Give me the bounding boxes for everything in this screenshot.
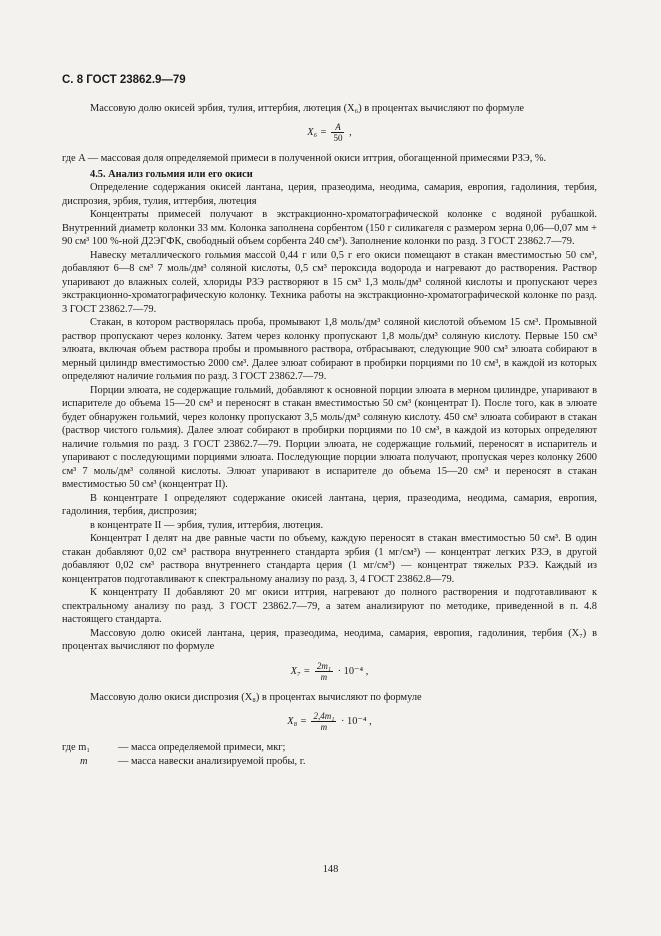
definitions-list <box>62 741 597 768</box>
definition-symbol: где m₁ <box>62 742 90 753</box>
formula-x8-lhs: X₈ = <box>287 715 307 727</box>
definition-row <box>62 755 597 769</box>
paragraph-11: Массовую долю окисей лантана, церия, празеодима, неодима, самария, европия, гадолиния, тербия (X₇) в процентах вычисляют по формуле <box>62 627 597 652</box>
formula-x8 <box>62 711 597 732</box>
definition-row <box>62 741 597 755</box>
where-1: где A — массовая доля определяемой примеси в полученной окиси иттрия, обогащенной примесями РЗЭ, %. <box>62 153 547 164</box>
paragraph-5: Стакан, в котором растворялась проба, промывают 1,8 моль/дм³ соляной кислотой объемом 15 см³. Промывной раствор пропускают через колонку. Затем через колонку пропускают 1,8 моль/дм³ соляную кислоту. Первые 150 см³ элюата, включая объем раствора пробы и промывного раствора, отбрасывают, следующие 900 см³ элюата собирают в мерный цилиндр вместимостью 2000 см³. Далее элюат собирают в пробирки порциями по 10 см³, в каждой из которых определяют наличие гольмия по разд. 3 ГОСТ 23862.7—79. <box>62 317 597 382</box>
page-number: 148 <box>322 864 339 875</box>
paragraph-6: Порции элюата, не содержащие гольмий, добавляют к основной порции элюата в мерном цилиндре, упаривают в испарителе до объема 15—20 см³ и переносят в стакан вместимостью 50 см³ (концентрат I). После того, как в элюате будет обнаружен гольмий, через колонку пропускают 3,5 моль/дм³ соляную кислоту. 450 см³ элюата собирают в стакан (раствор чистого гольмия). Далее элюат собирают в пробирки порциями по 10 см³, в каждой из которых определяют наличие гольмия по разд. 3 ГОСТ 23862.7—79. Порции элюата, не содержащие гольмий, переносят в испаритель и упаривают с последующими порциями элюата. Последующие порции элюата получают, пропуская через колонку 2600 см³ 7 моль/дм³ соляной кислоты. Элюат упаривают в испарителе до объема 15—20 см³ и переносят в стакан вместимостью 50 см³ (концентрат II). <box>62 384 597 490</box>
formula-x6 <box>62 122 597 143</box>
formula-x6-fraction <box>331 122 344 143</box>
formula-x6-tail: , <box>349 126 352 138</box>
formula-x6-lhs: X₆ = <box>307 126 327 138</box>
paragraph-7: В концентрате I определяют содержание окисей лантана, церия, празеодима, неодима, самария, европия, гадолиния, тербия, диспрозия; <box>62 492 597 517</box>
formula-x7-tail: · 10⁻⁴ , <box>337 665 369 677</box>
section-title: 4.5. Анализ гольмия или его окиси <box>90 168 253 180</box>
paragraph-1: Массовую долю окисей эрбия, тулия, иттербия, лютеция (X₆) в процентах вычисляют по формуле <box>90 102 524 114</box>
paragraph-9: Концентрат I делят на две равные части по объему, каждую переносят в стакан вместимостью 50 см³. В один стакан добавляют 0,02 см³ раствора внутреннего стандарта эрбия (1 мг/см³) — концентрат легких РЗЭ, в другой добавляют 0,02 см³ раствора внутреннего стандарта церия (1 мг/см³) — концентрат тяжелых РЗЭ. Каждый из концентратов подготавливают к спектральному анализу по разд. 3, 4 ГОСТ 23862.8—79. <box>62 533 597 585</box>
formula-x8-tail: · 10⁻⁴ , <box>340 715 372 727</box>
formula-x6-denominator: 50 <box>333 133 343 143</box>
formula-x7-denominator: m <box>320 671 328 682</box>
formula-x8-fraction <box>311 711 336 732</box>
formula-x8-denominator: m <box>320 722 328 732</box>
formula-x7 <box>62 661 597 682</box>
paragraph-4: Навеску металлического гольмия массой 0,44 г или 0,5 г его окиси помещают в стакан вместимостью 50 см³, добавляют 6—8 см³ 7 моль/дм³ соляной кислоты, 0,5 см³ пероксида водорода и нагревают до растворения. Раствор упаривают до влажных солей, хлориды РЗЭ растворяют в 15 см³ 1,3 моль/дм³ соляной кислоты и пропускают через экстракционно-хроматографическую колонку. Техника работы на экстракционно-хроматографической колонке по разд. 3 ГОСТ 23862.7—79. <box>62 249 597 315</box>
definition-symbol: m <box>80 755 88 767</box>
formula-x8-numerator: 2,4m₁ <box>313 711 335 721</box>
formula-x7-fraction <box>315 661 333 682</box>
formula-x7-numerator: 2m₁ <box>316 660 331 671</box>
formula-x7-lhs: X₇ = <box>290 665 311 677</box>
paragraph-3: Концентраты примесей получают в экстракционно-хроматографической колонке с водяной рубашкой. Внутренний диаметр колонки 33 мм. Колонка заполнена сорбентом (150 г силикагеля с размером зерна 0,06—0,07 мм + 90 см³ 100 %-ной Д2ЭГФК, свободный объем сорбента 240 см³). Заполнение колонки по разд. 3 ГОСТ 23862.7—79. <box>62 209 597 247</box>
formula-x6-numerator: A <box>331 122 344 133</box>
definition-text: — масса определяемой примеси, мкг; <box>118 742 286 753</box>
paragraph-8: в концентрате II — эрбия, тулия, иттербия, лютеция. <box>90 519 324 531</box>
paragraph-2: Определение содержания окисей лантана, церия, празеодима, неодима, самария, европия, гадолиния, тербия, диспрозия, эрбия, тулия, иттербия, лютеция <box>62 182 597 207</box>
paragraph-12: Массовую долю окиси диспрозия (X₈) в процентах вычисляют по формуле <box>90 691 422 703</box>
paragraph-10: К концентрату II добавляют 20 мг окиси иттрия, нагревают до полного растворения и подготавливают к спектральному анализу по разд. 3 ГОСТ 23862.7—79, а затем анализируют по методике, приведенной в п. 4.8 настоящего стандарта. <box>62 587 597 625</box>
page-header: С. 8 ГОСТ 23862.9—79 <box>62 74 186 86</box>
definition-text: — масса навески анализируемой пробы, г. <box>118 755 306 767</box>
